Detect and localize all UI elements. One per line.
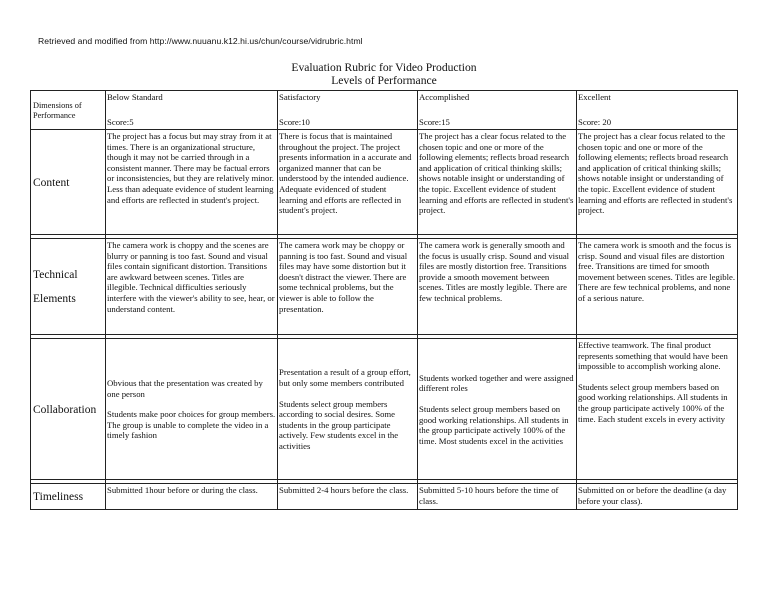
level-name: Below Standard: [107, 92, 163, 102]
cell-paragraph: Effective teamwork. The final product represents something that would have been impossible to accomplish working alone.: [578, 340, 728, 372]
cell-paragraph: Students make poor choices for group members. The group is unable to complete the video in a timely fashion: [107, 409, 276, 441]
document-title: Evaluation Rubric for Video Production: [291, 61, 477, 74]
cell-technical-accomplished: The camera work is generally smooth and the focus is usually crisp. Sound and visual files are mostly distortion free. Transitions provide a smooth movement between scenes. Titles are mostly legible. There are few technical problems.: [418, 239, 577, 335]
rubric-table: [30, 90, 738, 510]
cell-technical-below-standard: The camera work is choppy and the scenes are blurry or panning is too fast. Sound and visual files contain significant distortion. Transitions are awkward between scenes. Titles are illegible. Technical difficulties seriously interfere with the viewer's ability to see, hear, or understand content.: [106, 239, 278, 335]
level-header-excellent: [577, 91, 738, 130]
level-score: Score: 20: [578, 117, 612, 128]
cell-paragraph: Students select group members according to social desires. Some students in the group participate actively. Few students excel in the activities: [279, 398, 399, 451]
level-header-satisfactory: [278, 91, 418, 130]
cell-collaboration-excellent: [577, 339, 738, 480]
level-name: Satisfactory: [279, 92, 321, 102]
cell-collaboration-below-standard: [106, 339, 278, 480]
row-label-collaboration: Collaboration: [31, 339, 106, 480]
row-technical-elements: [31, 239, 738, 335]
dimensions-header: Dimensions of Performance: [31, 91, 106, 130]
document-subtitle: Levels of Performance: [331, 74, 437, 87]
row-label-timeliness: Timeliness: [31, 484, 106, 510]
level-score: Score:5: [107, 117, 134, 128]
title-block: [0, 61, 768, 87]
row-label-content: Content: [31, 130, 106, 235]
cell-content-excellent: The project has a clear focus related to the chosen topic and one or more of the following elements; reflects broad research and application of critical thinking skills; shows notable insight or understanding of the topic. Excellent evidence of student learning and efforts are reflected in student's project.: [577, 130, 738, 235]
cell-timeliness-below-standard: Submitted 1hour before or during the class.: [106, 484, 278, 510]
level-name: Excellent: [578, 92, 611, 102]
cell-technical-excellent: The camera work is smooth and the focus is crisp. Sound and visual files are distortion free. Transitions are timed for smooth movement between scenes. Titles are legible. There are few technical problems, and none of a serious nature.: [577, 239, 738, 335]
level-score: Score:15: [419, 117, 450, 128]
cell-technical-satisfactory: The camera work may be choppy or panning is too fast. Sound and visual files may have some distortion but it doesn't distract the viewer. There are some technical problems, but the viewer is able to follow the presentation.: [278, 239, 418, 335]
level-header-below-standard: [106, 91, 278, 130]
cell-collaboration-accomplished: [418, 339, 577, 480]
cell-paragraph: Presentation a result of a group effort, but only some members contributed: [279, 367, 411, 389]
cell-paragraph: Students worked together and were assigned different roles: [419, 372, 574, 394]
cell-timeliness-excellent: Submitted on or before the deadline (a day before your class).: [577, 484, 738, 510]
cell-collaboration-satisfactory: [278, 339, 418, 480]
cell-paragraph: Students select group members based on good working relationships. All students in the group participate actively 100% of the time. Most students excel in the activities: [419, 403, 569, 446]
header-row: [31, 91, 738, 130]
row-label-technical-elements: Technical Elements: [31, 239, 106, 335]
source-citation: Retrieved and modified from http://www.nuuanu.k12.hi.us/chun/course/vidrubric.html: [38, 36, 363, 46]
row-timeliness: [31, 484, 738, 510]
cell-content-accomplished: The project has a clear focus related to the chosen topic and one or more of the following elements; reflects broad research and application of critical thinking skills; shows notable insight or understanding of the topic. Excellent evidence of student learning and efforts are reflected in student's project.: [418, 130, 577, 235]
level-name: Accomplished: [419, 92, 470, 102]
level-score: Score:10: [279, 117, 310, 128]
cell-timeliness-satisfactory: Submitted 2-4 hours before the class.: [278, 484, 418, 510]
row-content: [31, 130, 738, 235]
cell-content-below-standard: The project has a focus but may stray from it at times. There is an organizational structure, though it may not be carried through in a consistent manner. There may be factual errors or inconsistencies, but they are relatively minor. Less than adequate evidence of student learning and efforts are reflected in student's project.: [106, 130, 278, 235]
cell-timeliness-accomplished: Submitted 5-10 hours before the time of class.: [418, 484, 577, 510]
cell-paragraph: Students select group members based on good working relationships. All students in the group participate actively 100% of the time. Each student excels in every activity: [578, 381, 728, 424]
cell-paragraph: Obvious that the presentation was created by one person: [107, 378, 263, 399]
row-collaboration: [31, 339, 738, 480]
cell-content-satisfactory: There is focus that is maintained throughout the project. The project presents information in a accurate and organized manner that can be understood by the intended audience. Adequate evidenced of student learning and efforts are reflected in student's project.: [278, 130, 418, 235]
level-header-accomplished: [418, 91, 577, 130]
